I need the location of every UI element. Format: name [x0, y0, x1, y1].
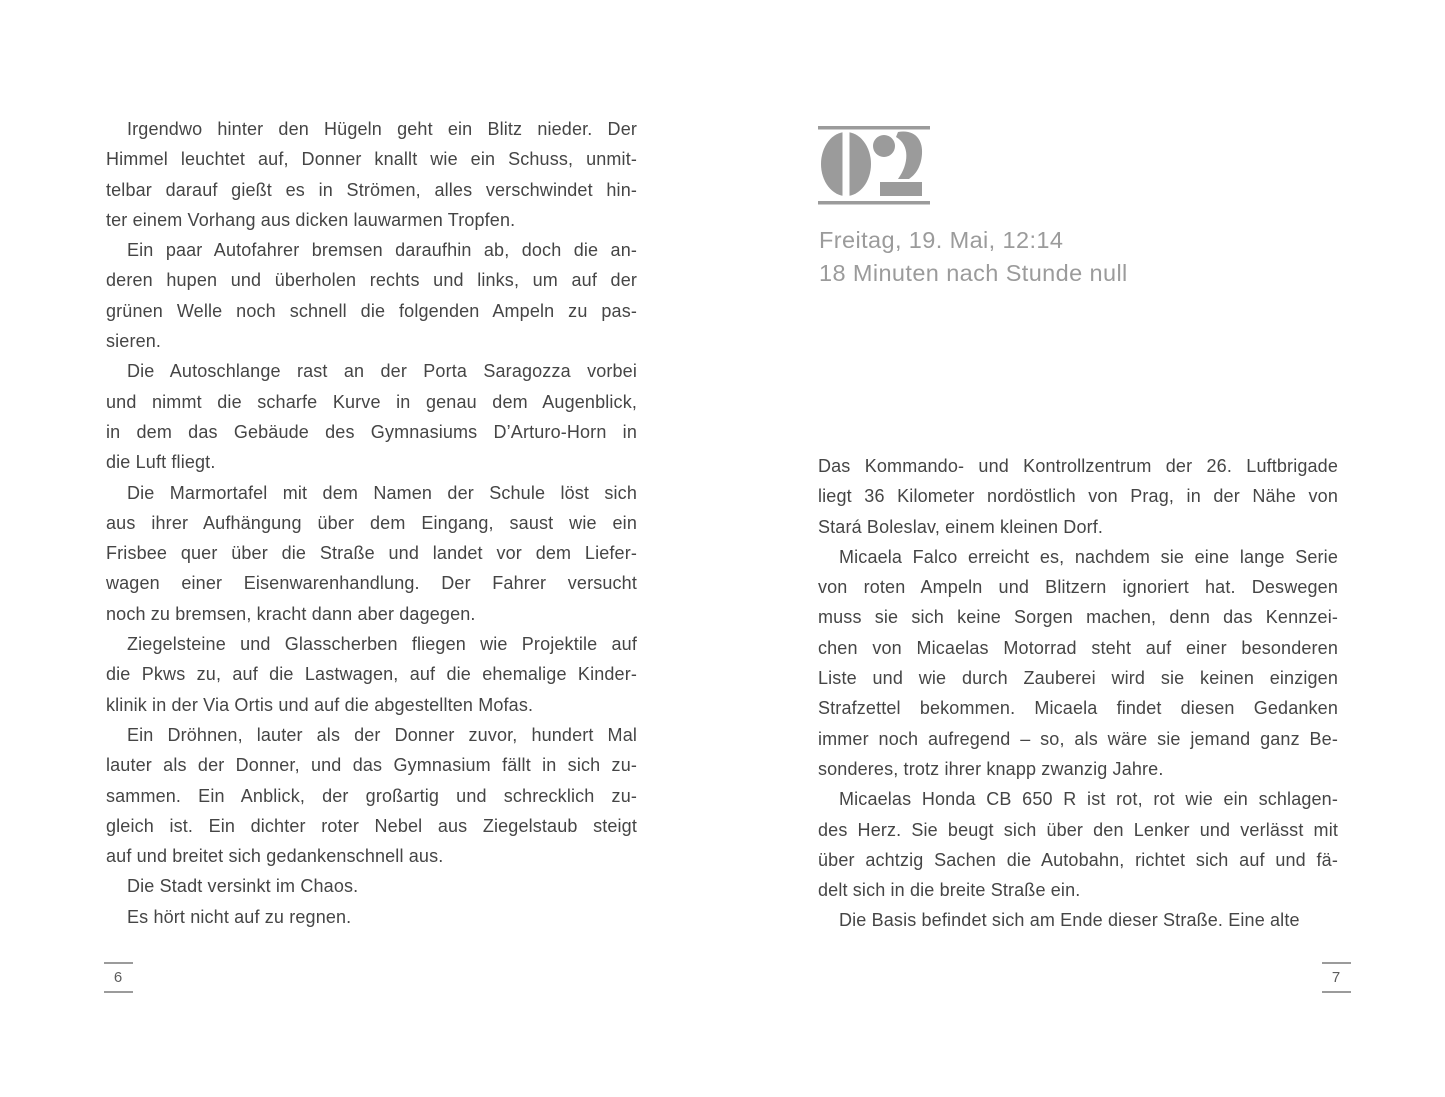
stencil-02-icon: [818, 126, 930, 205]
text-line: in dem das Gebäude des Gymnasiums D’Arturo-Horn in: [106, 421, 637, 442]
folio-rule-bottom: [104, 991, 133, 993]
text-line: Das Kommando- und Kontrollzentrum der 26. Luftbrigade: [818, 456, 1338, 476]
text-line: die Pkws zu, auf die Lastwagen, auf die ehemalige Kinder-: [106, 664, 637, 685]
chapter-date: Freitag, 19. Mai, 12:14: [819, 227, 1064, 253]
text-line: aus ihrer Aufhängung über dem Eingang, saust wie ein: [106, 512, 637, 533]
text-line: grünen Welle noch schnell die folgenden Ampeln zu pas-: [106, 300, 637, 321]
text-line: Irgendwo hinter den Hügeln geht ein Blitz nieder. Der: [127, 119, 637, 139]
text-line: Es hört nicht auf zu regnen.: [127, 906, 352, 927]
chapter-subtitle: 18 Minuten nach Stunde null: [819, 260, 1128, 286]
folio-rule-bottom: [1322, 991, 1351, 993]
text-line: delt sich in die breite Straße ein.: [818, 880, 1081, 901]
text-line: Ein paar Autofahrer bremsen daraufhin ab, doch die an-: [127, 240, 637, 261]
text-line: Micaelas Honda CB 650 R ist rot, rot wie ein schlagen-: [839, 789, 1338, 810]
text-line: Micaela Falco erreicht es, nachdem sie eine lange Serie: [839, 546, 1338, 567]
text-line: Die Stadt versinkt im Chaos.: [127, 876, 359, 897]
text-line: Himmel leuchtet auf, Donner knallt wie ein Schuss, unmit-: [106, 149, 637, 170]
text-line: immer noch aufregend – so, als wäre sie jemand ganz Be-: [818, 728, 1338, 749]
text-line: Die Basis befindet sich am Ende dieser Straße. Eine alte: [839, 910, 1300, 931]
right-page-body-text: [818, 451, 1338, 936]
text-line: über achtzig Sachen die Autobahn, richtet sich auf und fä-: [818, 849, 1338, 870]
left-page-folio: [102, 962, 134, 993]
text-line: muss sie sich keine Sorgen machen, denn das Kennzei-: [818, 607, 1338, 628]
text-line: auf und breitet sich gedankenschnell aus.: [106, 846, 444, 867]
text-line: Liste und wie durch Zauberei wird sie keinen einzigen: [818, 668, 1338, 689]
text-line: noch zu bremsen, kracht dann aber dagegen.: [106, 603, 476, 624]
text-line: liegt 36 Kilometer nordöstlich von Prag, in der Nähe von: [818, 486, 1338, 507]
text-line: die Luft fliegt.: [106, 452, 216, 473]
right-page-folio: [1320, 962, 1352, 993]
chapter-number-graphic: [818, 126, 930, 205]
text-line: wagen einer Eisenwarenhandlung. Der Fahrer versucht: [106, 573, 637, 594]
text-line: sammen. Ein Anblick, der großartig und schrecklich zu-: [106, 785, 637, 806]
text-line: des Herz. Sie beugt sich über den Lenker und verlässt mit: [818, 819, 1338, 840]
text-line: gleich ist. Ein dichter roter Nebel aus Ziegelstaub steigt: [106, 815, 637, 836]
text-line: von roten Ampeln und Blitzern ignoriert hat. Deswegen: [818, 577, 1338, 598]
text-line: und nimmt die scharfe Kurve in genau dem Augenblick,: [106, 391, 637, 412]
text-line: Die Autoschlange rast an der Porta Saragozza vorbei: [127, 361, 637, 382]
text-line: sonderes, trotz ihrer knapp zwanzig Jahre.: [818, 758, 1164, 779]
text-line: deren hupen und überholen rechts und links, um auf der: [106, 270, 637, 291]
text-line: chen von Micaelas Motorrad steht auf einer besonderen: [818, 637, 1338, 658]
text-line: telbar darauf gießt es in Strömen, alles verschwindet hin-: [106, 179, 637, 200]
left-page-number: 6: [113, 969, 123, 986]
text-line: sieren.: [106, 331, 162, 352]
text-line: Strafzettel bekommen. Micaela findet diesen Gedanken: [818, 698, 1338, 719]
text-line: ter einem Vorhang aus dicken lauwarmen Tropfen.: [106, 209, 516, 230]
text-line: Stará Boleslav, einem kleinen Dorf.: [818, 516, 1104, 537]
left-page-body-text: [106, 114, 637, 932]
text-line: Ziegelsteine und Glasscherben fliegen wie Projektile auf: [127, 634, 637, 655]
text-line: klinik in der Via Ortis und auf die abgestellten Mofas.: [106, 694, 534, 715]
right-page-number: 7: [1331, 969, 1341, 986]
text-line: Frisbee quer über die Straße und landet vor dem Liefer-: [106, 543, 637, 564]
text-line: Die Marmortafel mit dem Namen der Schule löst sich: [127, 482, 637, 503]
text-line: Ein Dröhnen, lauter als der Donner zuvor, hundert Mal: [127, 724, 637, 745]
text-line: lauter als der Donner, und das Gymnasium fällt in sich zu-: [106, 755, 637, 776]
